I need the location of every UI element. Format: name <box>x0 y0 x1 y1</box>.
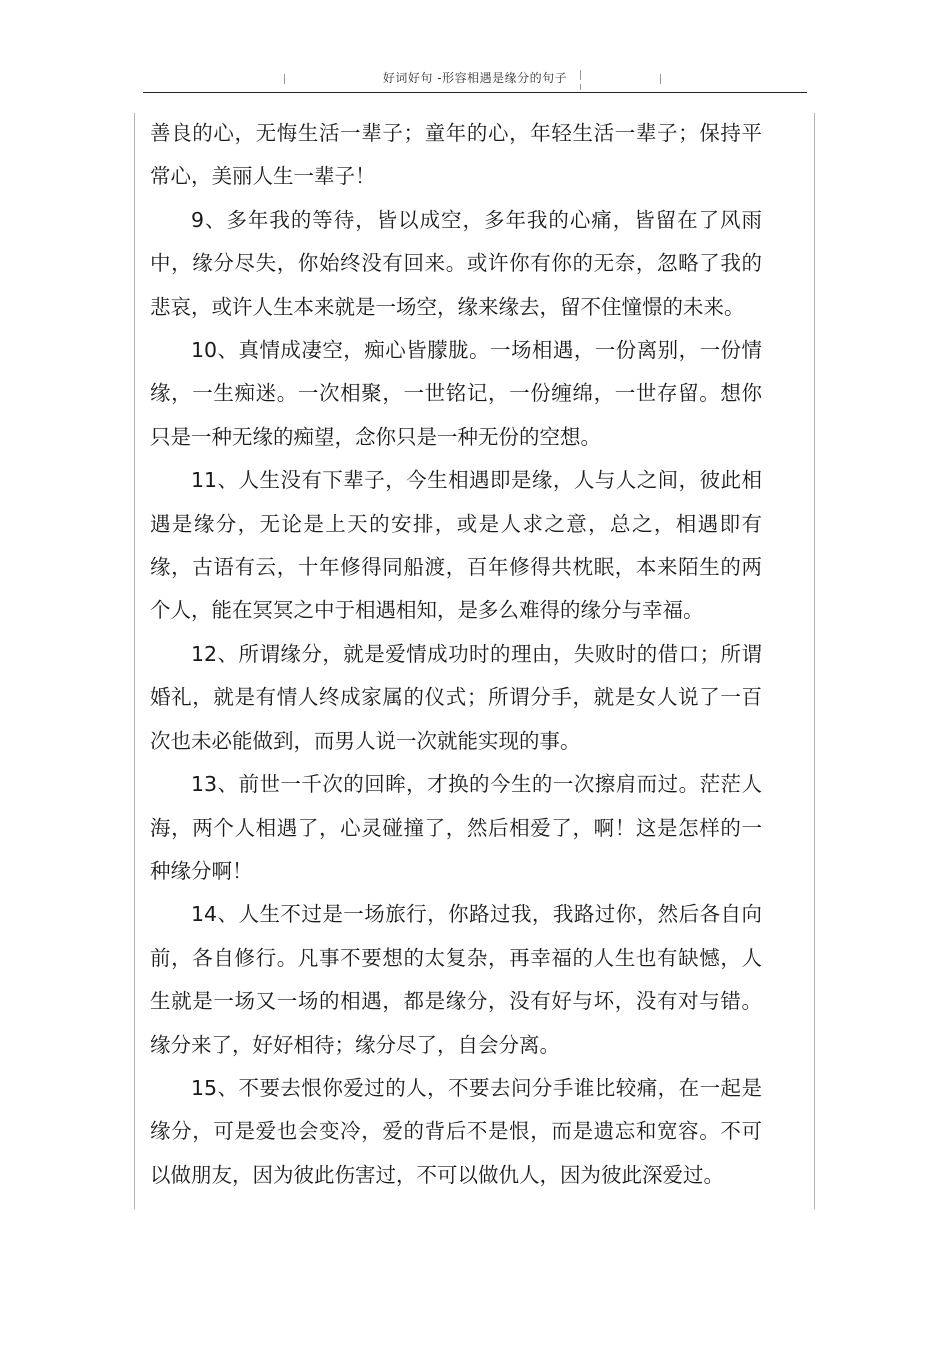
paragraph: 15、不要去恨你爱过的人，不要去问分手谁比较痛，在一起是缘分，可是爱也会变冷，爱的背后不是恨，而是遗忘和宽容。不可以做朋友，因为彼此伤害过，不可以做仇人，因为彼此深爱过。 <box>150 1075 762 1187</box>
paragraph: 14、人生不过是一场旅行，你路过我，我路过你，然后各自向前，各自修行。凡事不要想的太复杂，再幸福的人生也有缺憾，人生就是一场又一场的相遇，都是缘分，没有好与坏，没有对与错。缘分来了，好好相待；缘分尽了，自会分离。 <box>150 902 762 1057</box>
paragraph: 10、真情成凄空，痴心皆朦胧。一场相遇，一份离别，一份情缘，一生痴迷。一次相聚，一世铭记，一份缠绵，一世存留。想你只是一种无缘的痴望，念你只是一种无份的空想。 <box>150 338 762 449</box>
header-tick-mark <box>580 70 581 80</box>
paragraph: 善良的心，无悔生活一辈子；童年的心，年轻生活一辈子；保持平常心，美丽人生一辈子！ <box>150 121 762 189</box>
header-tick-mark <box>284 74 285 84</box>
document-body <box>150 112 762 1197</box>
header-tick-mark <box>580 84 581 90</box>
left-margin-line <box>134 113 135 1209</box>
paragraph: 11、人生没有下辈子，今生相遇即是缘，人与人之间，彼此相遇是缘分，无论是上天的安排，或是人求之意，总之，相遇即有缘，古语有云，十年修得同船渡，百年修得共枕眠，本来陌生的两个人，能在冥冥之中于相遇相知，是多么难得的缘分与幸福。 <box>150 468 762 623</box>
header-tick-mark <box>660 74 661 84</box>
paragraph: 12、所谓缘分，就是爱情成功时的理由，失败时的借口；所谓婚礼，就是有情人终成家属的仪式；所谓分手，就是女人说了一百次也未必能做到，而男人说一次就能实现的事。 <box>150 641 762 753</box>
right-margin-line <box>814 113 815 1209</box>
header-title: 好词好句 -形容相遇是缘分的句子 <box>382 71 568 85</box>
paragraph: 9、多年我的等待，皆以成空，多年我的心痛，皆留在了风雨中，缘分尽失，你始终没有回来。或许你有你的无奈，忽略了我的悲哀，或许人生本来就是一场空，缘来缘去，留不住憧憬的未来。 <box>150 207 762 319</box>
page-header <box>143 66 807 93</box>
paragraph: 13、前世一千次的回眸，才换的今生的一次擦肩而过。茫茫人海，两个人相遇了，心灵碰撞了，然后相爱了，啊！这是怎样的一种缘分啊！ <box>150 772 762 883</box>
